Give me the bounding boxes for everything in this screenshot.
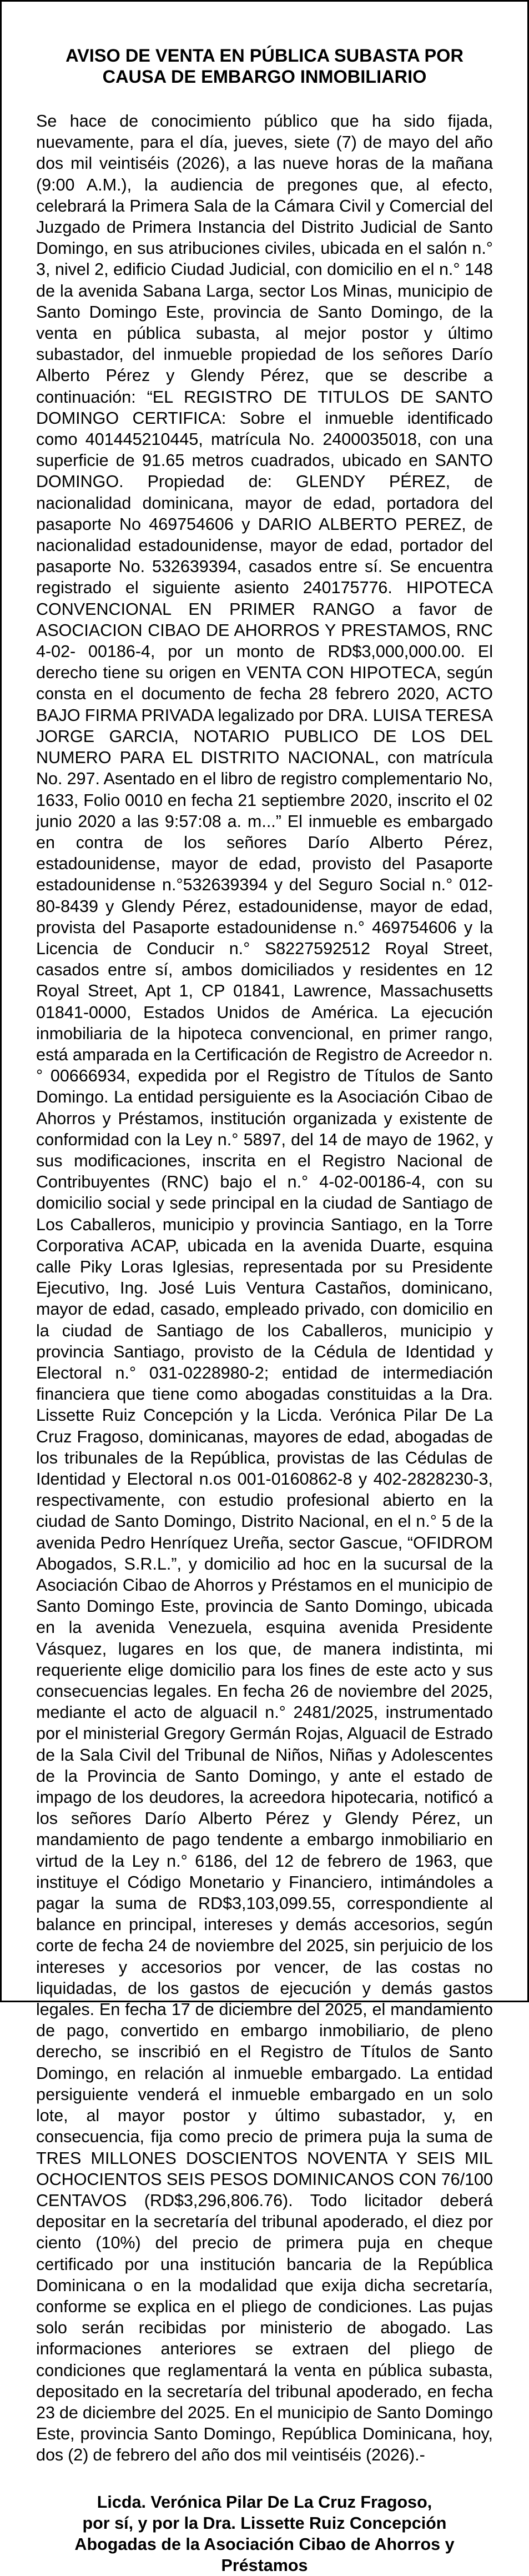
signature-block (36, 2492, 493, 2576)
signature-line-1: Licda. Verónica Pilar De La Cruz Fragoso, (97, 2492, 432, 2512)
notice-body: Se hace de conocimiento público que ha sido fijada, nuevamente, para el día, jueves, siete (7) de mayo del año dos mil veintiséis (2026), a las nueve horas de la mañana (9:00 A.M.), la audiencia de pregones que, al efecto, celebrará la Primera Sala de la Cámara Civil y Comercial del Juzgado de Primera Instancia del Distrito Judicial de Santo Domingo, en sus atribuciones civiles, ubicada en el salón n.° 3, nivel 2, edificio Ciudad Judicial, con domicilio en el n.° 148 de la avenida Sabana Larga, sector Los Minas, municipio de Santo Domingo Este, provincia de Santo Domingo, de la venta en pública subasta, al mejor postor y último subastador, del inmueble propiedad de los señores Darío Alberto Pérez y Glendy Pérez, que se describe a continuación: “EL REGISTRO DE TITULOS DE SANTO DOMINGO CERTIFICA: Sobre el inmueble identificado como 401445210445, matrícula No. 2400035018, con una superficie de 91.65 metros cuadrados, ubicado en SANTO DOMINGO. Propiedad de: GLENDY PÉREZ, de nacionalidad dominicana, mayor de edad, portadora del pasaporte No 469754606 y DARIO ALBERTO PEREZ, de nacionalidad estadounidense, mayor de edad, portador del pasaporte No. 532639394, casados entre sí. Se encuentra registrado el siguiente asiento 240175776. HIPOTECA CONVENCIONAL EN PRIMER RANGO a favor de ASOCIACION CIBAO DE AHORROS Y PRESTAMOS, RNC 4-02- 00186-4, por un monto de RD$3,000,000.00. El derecho tiene su origen en VENTA CON HIPOTECA, según consta en el documento de fecha 28 febrero 2020, ACTO BAJO FIRMA PRIVADA legalizado por DRA. LUISA TERESA JORGE GARCIA, NOTARIO PUBLICO DE LOS DEL NUMERO PARA EL DISTRITO NACIONAL, con matrícula No. 297. Asentado en el libro de registro complementario No, 1633, Folio 0010 en fecha 21 septiembre 2020, inscrito el 02 junio 2020 a las 9:57:08 a. m...” El inmueble es embargado en contra de los señores Darío Alberto Pérez, estadounidense, mayor de edad, provisto del Pasaporte estadounidense n.°532639394 y del Seguro Social n.° 012-80-8439 y Glendy Pérez, estadounidense, mayor de edad, provista del Pasaporte estadounidense n.° 469754606 y la Licencia de Conducir n.° S8227592512 Royal Street, casados entre sí, ambos domiciliados y residentes en 12 Royal Street, Apt 1, CP 01841, Lawrence, Massachusetts 01841-0000, Estados Unidos de América. La ejecución inmobiliaria de la hipoteca convencional, en primer rango, está amparada en la Certificación de Registro de Acreedor n.° 00666934, expedida por el Registro de Títulos de Santo Domingo. La entidad persiguiente es la Asociación Cibao de Ahorros y Préstamos, institución organizada y existente de conformidad con la Ley n.° 5897, del 14 de mayo de 1962, y sus modificaciones, inscrita en el Registro Nacional de Contribuyentes (RNC) bajo el n.° 4-02-00186-4, con su domicilio social y sede principal en la ciudad de Santiago de Los Caballeros, municipio y provincia Santiago, en la Torre Corporativa ACAP, ubicada en la avenida Duarte, esquina calle Piky Loras Iglesias, representada por su Presidente Ejecutivo, Ing. José Luis Ventura Castaños, dominicano, mayor de edad, casado, empleado privado, con domicilio en la ciudad de Santiago de los Caballeros, municipio y provincia Santiago, provisto de la Cédula de Identidad y Electoral n.° 031-0228980-2; entidad de intermediación financiera que tiene como abogadas constituidas a la Dra. Lissette Ruiz Concepción y la Licda. Verónica Pilar De La Cruz Fragoso, dominicanas, mayores de edad, abogadas de los tribunales de la República, provistas de las Cédulas de Identidad y Electoral n.os 001-0160862-8 y 402-2828230-3, respectivamente, con estudio profesional abierto en la ciudad de Santo Domingo, Distrito Nacional, en el n.° 5 de la avenida Pedro Henríquez Ureña, sector Gascue, “OFIDROM Abogados, S.R.L.”, y domicilio ad hoc en la sucursal de la Asociación Cibao de Ahorros y Préstamos en el municipio de Santo Domingo Este, provincia de Santo Domingo, ubicada en la avenida Venezuela, esquina avenida Presidente Vásquez, lugares en los que, de manera indistinta, mi requeriente elige domicilio para los fines de este acto y sus consecuencias legales. En fecha 26 de noviembre del 2025, mediante el acto de alguacil n.° 2481/2025, instrumentado por el ministerial Gregory Germán Rojas, Alguacil de Estrado de la Sala Civil del Tribunal de Niños, Niñas y Adolescentes de la Provincia de Santo Domingo, y ante el estado de impago de los deudores, la acreedora hipotecaria, notificó a los señores Darío Alberto Pérez y Glendy Pérez, un mandamiento de pago tendente a embargo inmobiliario en virtud de la Ley n.° 6186, del 12 de febrero de 1963, que instituye el Código Monetario y Financiero, intimándoles a pagar la suma de RD$3,103,099.55, correspondiente al balance en principal, intereses y demás accesorios, según corte de fecha 24 de noviembre del 2025, sin perjuicio de los intereses y accesorios por vencer, de las costas no liquidadas, de los gastos de ejecución y demás gastos legales. En fecha 17 de diciembre del 2025, el mandamiento de pago, convertido en embargo inmobiliario, de pleno derecho, se inscribió en el Registro de Títulos de Santo Domingo, en relación al inmueble embargado. La entidad persiguiente venderá el inmueble embargado en un solo lote, al mayor postor y último subastador, y, en consecuencia, fija como precio de primera puja la suma de TRES MILLONES DOSCIENTOS NOVENTA Y SEIS MIL OCHOCIENTOS SEIS PESOS DOMINICANOS CON 76/100 CENTAVOS (RD$3,296,806.76). Todo licitador deberá depositar en la secretaría del tribunal apoderado, el diez por ciento (10%) del precio de primera puja en cheque certificado por una institución bancaria de la República Dominicana o en la modalidad que exija dicha secretaría, conforme se explica en el pliego de condiciones. Las pujas solo serán recibidas por ministerio de abogado. Las informaciones anteriores se extraen del pliego de condiciones que reglamentará la venta en pública subasta, depositado en la secretaría del tribunal apoderado, en fecha 23 de diciembre del 2025. En el municipio de Santo Domingo Este, provincia Santo Domingo, República Dominicana, hoy, dos (2) de febrero del año dos mil veintiséis (2026).- (36, 112, 493, 2465)
signature-line-2: por sí, y por la Dra. Lissette Ruiz Concepción (82, 2513, 447, 2533)
notice-title: AVISO DE VENTA EN PÚBLICA SUBASTA POR CAUSA DE EMBARGO INMOBILIARIO (66, 46, 463, 87)
signature-line-3: Abogadas de la Asociación Cibao de Ahorros y Préstamos (74, 2534, 455, 2575)
